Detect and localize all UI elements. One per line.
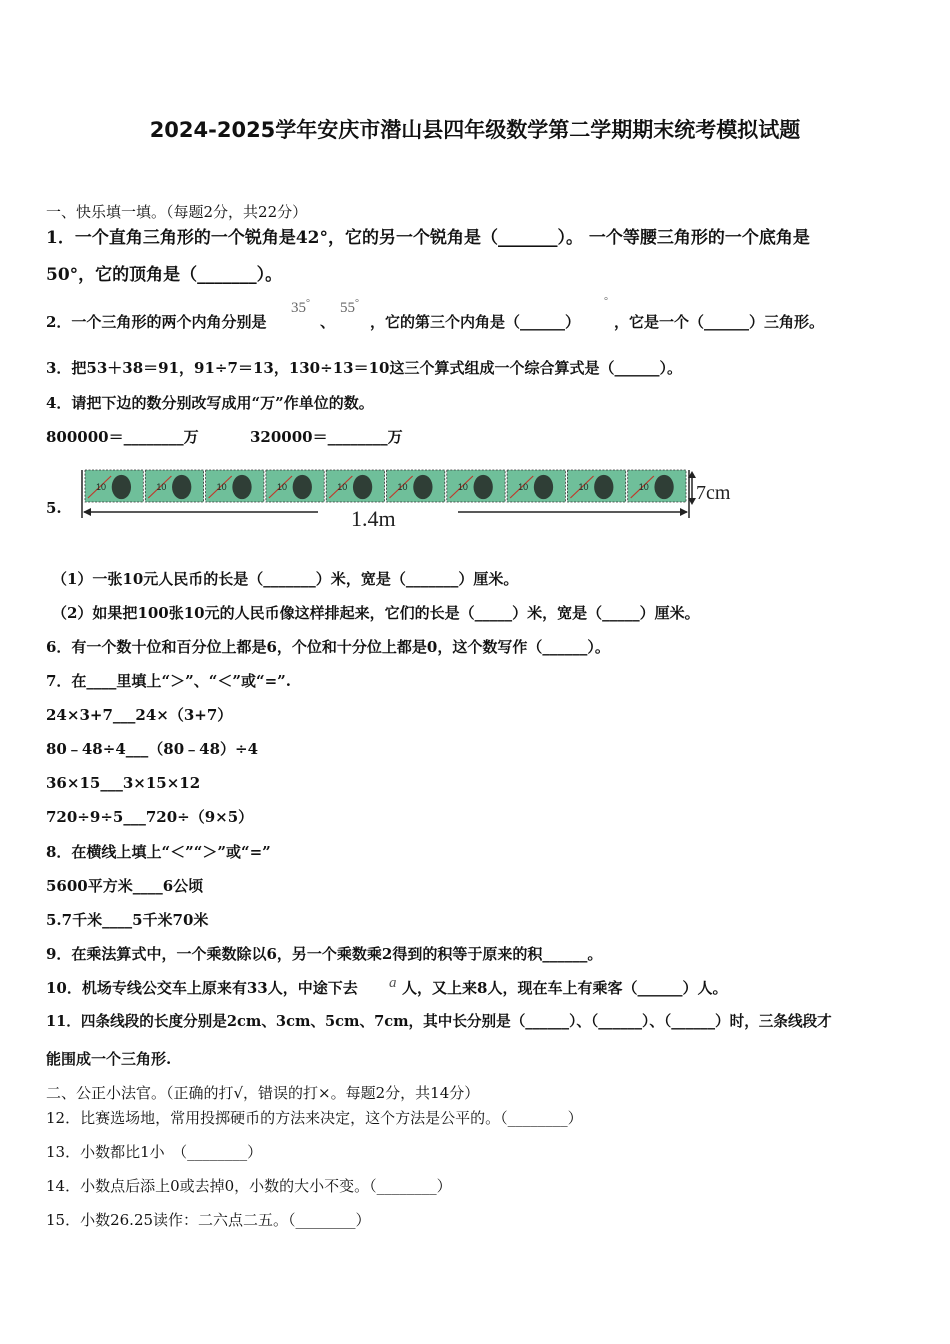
question-7-a: 24×3+7___24×（3+7） xyxy=(46,706,233,724)
banknote-10 xyxy=(266,470,324,502)
question-3: 3．把53＋38＝91，91÷7＝13，130÷13＝10这三个算式组成一个综合算式是（______）。 xyxy=(46,359,682,377)
angle-55 xyxy=(340,298,359,317)
angle-55-degree: ° xyxy=(355,298,359,309)
height-label: 7cm xyxy=(696,482,731,504)
banknote-row xyxy=(85,470,686,502)
question-5-part2: （2）如果把100张10元的人民币像这样排起来，它们的长是（_____）米，宽是（_____）厘米。 xyxy=(52,604,700,622)
question-10-variable: a xyxy=(389,975,397,991)
banknote-denomination: 10 xyxy=(337,482,348,492)
question-7-d: 720÷9÷5___720÷（9×5） xyxy=(46,808,254,826)
page-title: 2024-2025学年安庆市潜山县四年级数学第二学期期末统考模拟试题 xyxy=(149,118,801,142)
banknote-10 xyxy=(507,470,565,502)
question-1-line2: 50°，它的顶角是（_______）。 xyxy=(46,265,283,285)
section2-heading: 二、公正小法官。（正确的打√，错误的打×。每题2分，共14分） xyxy=(46,1084,480,1102)
question-12: 12．比赛选场地，常用投掷硬币的方法来决定，这个方法是公平的。（________） xyxy=(46,1109,583,1127)
angle-35-value: 35 xyxy=(291,300,306,316)
question-9: 9．在乘法算式中，一个乘数除以6，另一个乘数乘2得到的积等于原来的积______。 xyxy=(46,945,603,963)
question-4-b: 320000＝________万 xyxy=(250,428,403,446)
banknote-10 xyxy=(628,470,686,502)
banknote-10 xyxy=(206,470,264,502)
banknote-10 xyxy=(145,470,203,502)
question-8: 8．在横线上填上“＜”“＞”或“=” xyxy=(46,843,271,861)
length-label: 1.4m xyxy=(351,506,396,531)
banknote-denomination: 10 xyxy=(156,482,167,492)
question-2-degree-mark: ° xyxy=(604,296,608,307)
question-15: 15．小数26.25读作：二六点二五。（________） xyxy=(46,1211,371,1229)
banknote-denomination: 10 xyxy=(518,482,529,492)
length-arrow-left-head xyxy=(83,508,91,516)
banknote-denomination: 10 xyxy=(638,482,649,492)
question-2-separator: 、 xyxy=(320,313,336,331)
question-14: 14．小数点后添上0或去掉0，小数的大小不变。（________） xyxy=(46,1177,452,1195)
question-10-suffix: 人，又上来8人，现在车上有乘客（______）人。 xyxy=(402,979,728,997)
question-6: 6．有一个数十位和百分位上都是6，个位和十分位上都是0，这个数写作（______）。 xyxy=(46,638,610,656)
banknote-10 xyxy=(326,470,384,502)
question-4: 4．请把下边的数分别改写成用“万”作单位的数。 xyxy=(46,394,374,412)
question-7: 7．在____里填上“＞”、“＜”或“=”. xyxy=(46,672,291,690)
banknote-denomination: 10 xyxy=(578,482,589,492)
question-4-a: 800000＝________万 xyxy=(46,428,199,446)
banknote-denomination: 10 xyxy=(96,482,107,492)
question-1-line1: 1．一个直角三角形的一个锐角是42°，它的另一个锐角是（_______）。 一个等腰三角形的一个底角是 xyxy=(46,228,810,248)
banknote-denomination: 10 xyxy=(397,482,408,492)
banknote-10 xyxy=(85,470,143,502)
question-2-suffix: ，它是一个（______）三角形。 xyxy=(614,313,825,331)
question-2-prefix: 2．一个三角形的两个内角分别是 xyxy=(46,313,267,331)
question-10-prefix: 10．机场专线公交车上原来有33人，中途下去 xyxy=(46,979,358,997)
question-5-number: 5. xyxy=(46,499,62,517)
banknote-denomination: 10 xyxy=(216,482,227,492)
angle-35-degree: ° xyxy=(306,298,310,309)
question-5-part1: （1）一张10元人民币的长是（_______）米，宽是（_______）厘米。 xyxy=(52,570,519,588)
angle-35 xyxy=(291,298,310,317)
question-8-a: 5600平方米____6公顷 xyxy=(46,877,204,895)
section1-heading: 一、快乐填一填。（每题2分，共22分） xyxy=(46,203,308,221)
banknote-10 xyxy=(447,470,505,502)
banknote-10 xyxy=(387,470,445,502)
question-7-c: 36×15___3×15×12 xyxy=(46,774,201,792)
angle-55-value: 55 xyxy=(340,300,355,316)
question-2-middle: ，它的第三个内角是（______） xyxy=(370,313,581,331)
question-11-line2: 能围成一个三角形. xyxy=(46,1050,172,1068)
banknote-denomination: 10 xyxy=(457,482,468,492)
question-13: 13．小数都比1小 （________） xyxy=(46,1143,263,1161)
length-arrow-right-head xyxy=(680,508,688,516)
question-7-b: 80﹣48÷4___（80﹣48）÷4 xyxy=(46,740,259,758)
banknote-strip-figure xyxy=(66,460,756,532)
banknote-denomination: 10 xyxy=(276,482,287,492)
banknote-10 xyxy=(567,470,625,502)
question-8-b: 5.7千米____5千米70米 xyxy=(46,911,209,929)
question-11-line1: 11．四条线段的长度分别是2cm、3cm、5cm、7cm，其中长分别是（______）、（______）、（______）时，三条线段才 xyxy=(46,1013,832,1030)
